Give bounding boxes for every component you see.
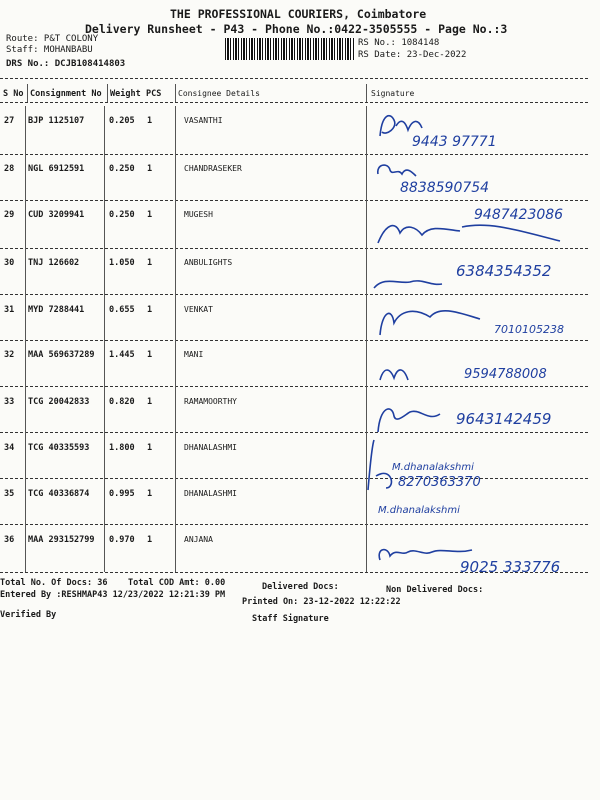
signature-27 bbox=[372, 106, 532, 156]
row-pcs: 1 bbox=[147, 443, 153, 453]
row-weight: 1.050 bbox=[109, 258, 135, 268]
runsheet-subtitle: Delivery Runsheet - P43 - Phone No.:0422-3505555 - Page No.:3 bbox=[85, 22, 508, 36]
col-rule bbox=[175, 84, 176, 102]
staff-label: Staff: MOHANBABU bbox=[6, 45, 93, 55]
col-pcs: PCS bbox=[146, 89, 162, 99]
svg-text:9025 333776: 9025 333776 bbox=[460, 558, 561, 576]
col-signature: Signature bbox=[371, 89, 415, 98]
row-consignee: CHANDRASEKER bbox=[184, 164, 242, 173]
drs-number: DRS No.: DCJB108414803 bbox=[6, 59, 126, 69]
row-consignee: ANJANA bbox=[184, 535, 213, 544]
svg-text:8838590754: 8838590754 bbox=[400, 180, 490, 196]
row-consignment: TCG 40335593 bbox=[28, 443, 90, 453]
row-consignee: MUGESH bbox=[184, 210, 213, 219]
row-consignee: MANI bbox=[184, 350, 204, 359]
col-rule bbox=[107, 84, 108, 102]
row-weight: 0.655 bbox=[109, 305, 135, 315]
svg-text:9594788008: 9594788008 bbox=[464, 367, 547, 382]
row-consignee: VASANTHI bbox=[184, 116, 223, 125]
row-consignment: BJP 1125107 bbox=[28, 116, 85, 126]
signature-36 bbox=[372, 534, 592, 580]
signature-29 bbox=[370, 203, 590, 253]
row-sno: 33 bbox=[4, 397, 15, 407]
row-consignment: MAA 293152799 bbox=[28, 535, 95, 545]
col-weight: Weight bbox=[110, 89, 141, 99]
row-weight: 0.820 bbox=[109, 397, 135, 407]
row-sno: 36 bbox=[4, 535, 15, 545]
row-sno: 30 bbox=[4, 258, 15, 268]
row-pcs: 1 bbox=[147, 397, 153, 407]
route-label: Route: P&T COLONY bbox=[6, 34, 99, 44]
printed-on: Printed On: 23-12-2022 12:22:22 bbox=[242, 597, 401, 607]
non-delivered-docs: Non Delivered Docs: bbox=[386, 585, 484, 595]
col-rule bbox=[175, 106, 176, 572]
row-consignment: NGL 6912591 bbox=[28, 164, 85, 174]
svg-text:M.dhanalakshmi: M.dhanalakshmi bbox=[392, 462, 474, 473]
signature-35 bbox=[372, 495, 552, 525]
svg-text:9487423086: 9487423086 bbox=[474, 207, 564, 223]
row-pcs: 1 bbox=[147, 489, 153, 499]
row-consignment: CUD 3209941 bbox=[28, 210, 85, 220]
rs-number: RS No.: 1084148 bbox=[358, 38, 440, 48]
col-rule bbox=[366, 106, 367, 572]
row-pcs: 1 bbox=[147, 535, 153, 545]
col-consignee: Consignee Details bbox=[178, 89, 260, 98]
row-consignee: VENKAT bbox=[184, 305, 213, 314]
row-sno: 31 bbox=[4, 305, 15, 315]
row-weight: 0.250 bbox=[109, 210, 135, 220]
row-consignee: DHANALASHMI bbox=[184, 443, 237, 452]
row-weight: 1.800 bbox=[109, 443, 135, 453]
row-consignment: TCG 40336874 bbox=[28, 489, 90, 499]
svg-text:7010105238: 7010105238 bbox=[494, 323, 564, 336]
signature-28 bbox=[372, 158, 532, 202]
col-rule bbox=[25, 106, 26, 572]
signature-31 bbox=[370, 297, 590, 345]
verified-by: Verified By bbox=[0, 610, 57, 620]
svg-text:8270363370: 8270363370 bbox=[398, 475, 481, 490]
row-sno: 29 bbox=[4, 210, 15, 220]
svg-text:9643142459: 9643142459 bbox=[456, 410, 552, 428]
col-rule bbox=[104, 106, 105, 572]
row-pcs: 1 bbox=[147, 164, 153, 174]
row-pcs: 1 bbox=[147, 116, 153, 126]
divider bbox=[0, 78, 588, 79]
runsheet-title: THE PROFESSIONAL COURIERS, Coimbatore bbox=[170, 7, 427, 21]
row-weight: 0.250 bbox=[109, 164, 135, 174]
row-pcs: 1 bbox=[147, 258, 153, 268]
row-weight: 0.205 bbox=[109, 116, 135, 126]
delivered-docs: Delivered Docs: bbox=[262, 582, 339, 592]
row-pcs: 1 bbox=[147, 305, 153, 315]
row-pcs: 1 bbox=[147, 350, 153, 360]
col-sno: S No bbox=[3, 89, 24, 99]
col-rule bbox=[27, 84, 28, 102]
row-weight: 0.970 bbox=[109, 535, 135, 545]
row-consignee: RAMAMOORTHY bbox=[184, 397, 237, 406]
row-sno: 32 bbox=[4, 350, 15, 360]
divider bbox=[0, 102, 588, 103]
row-consignee: ANBULIGHTS bbox=[184, 258, 233, 267]
row-sno: 35 bbox=[4, 489, 15, 499]
row-consignee: DHANALASHMI bbox=[184, 489, 237, 498]
svg-text:6384354352: 6384354352 bbox=[456, 262, 552, 280]
row-weight: 0.995 bbox=[109, 489, 135, 499]
row-sno: 28 bbox=[4, 164, 15, 174]
total-docs: Total No. Of Docs: 36 bbox=[0, 578, 108, 588]
barcode bbox=[225, 38, 355, 60]
signature-34 bbox=[362, 436, 582, 498]
col-rule bbox=[366, 84, 367, 102]
entered-by: Entered By :RESHMAP43 12/23/2022 12:21:39 PM bbox=[0, 590, 226, 600]
rs-date: RS Date: 23-Dec-2022 bbox=[358, 50, 467, 60]
row-consignment: TCG 20042833 bbox=[28, 397, 90, 407]
row-sno: 27 bbox=[4, 116, 15, 126]
col-consignment: Consignment No bbox=[30, 89, 102, 99]
row-consignment: TNJ 126602 bbox=[28, 258, 80, 268]
row-weight: 1.445 bbox=[109, 350, 135, 360]
row-pcs: 1 bbox=[147, 210, 153, 220]
row-sno: 34 bbox=[4, 443, 15, 453]
svg-text:M.dhanalakshmi: M.dhanalakshmi bbox=[378, 505, 460, 516]
signature-30 bbox=[370, 254, 590, 300]
total-cod: Total COD Amt: 0.00 bbox=[128, 578, 226, 588]
row-consignment: MAA 569637289 bbox=[28, 350, 95, 360]
row-consignment: MYD 7288441 bbox=[28, 305, 85, 315]
svg-text:9443 97771: 9443 97771 bbox=[412, 134, 497, 150]
signature-33 bbox=[370, 394, 590, 442]
signature-32 bbox=[372, 350, 572, 394]
staff-signature: Staff Signature bbox=[252, 614, 329, 624]
